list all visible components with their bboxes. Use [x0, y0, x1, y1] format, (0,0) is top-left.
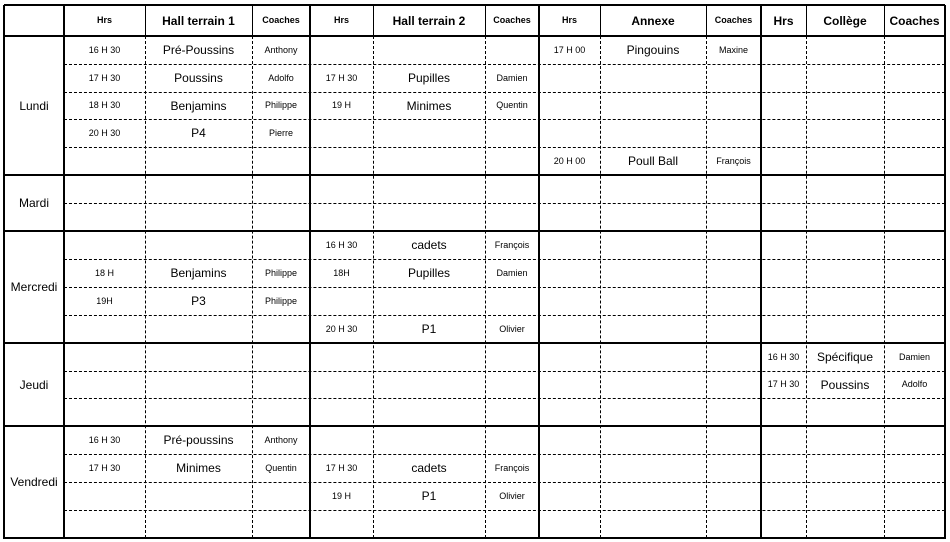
group-cell: P4 [191, 126, 206, 140]
group-cell: cadets [411, 238, 447, 252]
coach-cell: Quentin [496, 100, 528, 110]
day-label: Vendredi [10, 475, 58, 489]
time-cell: 16 H 30 [88, 434, 121, 445]
time-cell: 16 H 30 [767, 351, 800, 362]
column-header: Coaches [889, 13, 940, 28]
time-cell: 17 H 30 [325, 462, 358, 473]
grid-line [4, 174, 945, 176]
group-cell: Benjamins [170, 98, 227, 113]
group-cell: Pré-Poussins [162, 43, 235, 57]
time-cell: 19 H [331, 490, 351, 501]
day-label: Lundi [19, 98, 49, 113]
time-cell: 18 H 30 [88, 100, 121, 110]
grid-line [64, 510, 945, 511]
coach-cell: François [494, 239, 530, 250]
time-cell: 20 H 00 [553, 155, 586, 166]
group-cell: Poussins [820, 377, 870, 392]
day-label: Mardi [18, 196, 49, 210]
time-cell: 17 H 30 [88, 462, 121, 473]
column-header: Collège [823, 13, 867, 28]
time-cell: 20 H 30 [325, 323, 358, 334]
column-header: Hrs [773, 13, 794, 28]
time-cell: 19H [96, 295, 113, 306]
coach-cell: Anthony [264, 44, 298, 55]
coach-cell: Philippe [264, 267, 298, 278]
group-cell: Pingouins [626, 43, 680, 57]
coach-cell: Quentin [265, 462, 297, 473]
coach-cell: Damien [898, 351, 930, 362]
coach-cell: Olivier [499, 323, 525, 334]
column-header: Hall terrain 1 [162, 13, 235, 28]
coach-cell: Damien [496, 267, 528, 278]
coach-cell: Adolfo [268, 72, 294, 83]
time-cell: 19 H [331, 100, 351, 110]
group-cell: Spécifique [816, 350, 874, 364]
group-cell: Minimes [176, 461, 221, 475]
group-cell: P1 [421, 489, 437, 503]
column-header: Annexe [631, 13, 675, 28]
group-cell: P1 [421, 322, 437, 336]
column-header: Hrs [96, 15, 112, 25]
coach-cell: François [494, 462, 530, 473]
time-cell: 16 H 30 [88, 44, 121, 55]
column-header: Coaches [262, 15, 300, 25]
group-cell: Pupilles [407, 71, 451, 85]
time-cell: 17 H 30 [325, 72, 358, 83]
time-cell: 17 H 00 [553, 44, 586, 55]
group-cell: Poussins [174, 71, 223, 85]
column-header: Coaches [714, 15, 753, 25]
column-header: Hrs [333, 15, 349, 25]
time-cell: 16 H 30 [325, 239, 358, 250]
coach-cell: Damien [496, 72, 528, 83]
time-cell: 18 H [94, 267, 114, 278]
coach-cell: Philippe [264, 100, 298, 110]
day-label: Jeudi [19, 377, 49, 392]
coach-cell: Anthony [264, 434, 298, 445]
group-cell: Pupilles [407, 266, 451, 280]
time-cell: 20 H 30 [88, 127, 121, 138]
coach-cell: Philippe [264, 295, 298, 306]
coach-cell: Pierre [268, 127, 293, 138]
group-cell: P3 [191, 294, 206, 308]
grid-line [944, 5, 946, 539]
column-header: Hrs [561, 15, 577, 25]
group-cell: Pré-poussins [163, 433, 234, 447]
column-header: Hall terrain 2 [392, 13, 466, 28]
grid-line [64, 398, 945, 399]
coach-cell: Adolfo [901, 379, 928, 389]
group-cell: Benjamins [170, 266, 227, 280]
day-label: Mercredi [10, 280, 58, 294]
group-cell: cadets [411, 461, 447, 475]
time-cell: 18H [333, 267, 350, 278]
grid-line [4, 537, 945, 539]
grid-line [64, 203, 945, 204]
coach-cell: François [716, 155, 751, 166]
coach-cell: Olivier [499, 490, 525, 501]
coach-cell: Maxine [718, 44, 748, 55]
time-cell: 17 H 30 [88, 72, 121, 83]
grid-line [64, 147, 945, 148]
time-cell: 17 H 30 [767, 379, 800, 389]
group-cell: Poull Ball [627, 154, 679, 168]
column-header: Coaches [493, 15, 531, 25]
group-cell: Minimes [406, 98, 452, 113]
